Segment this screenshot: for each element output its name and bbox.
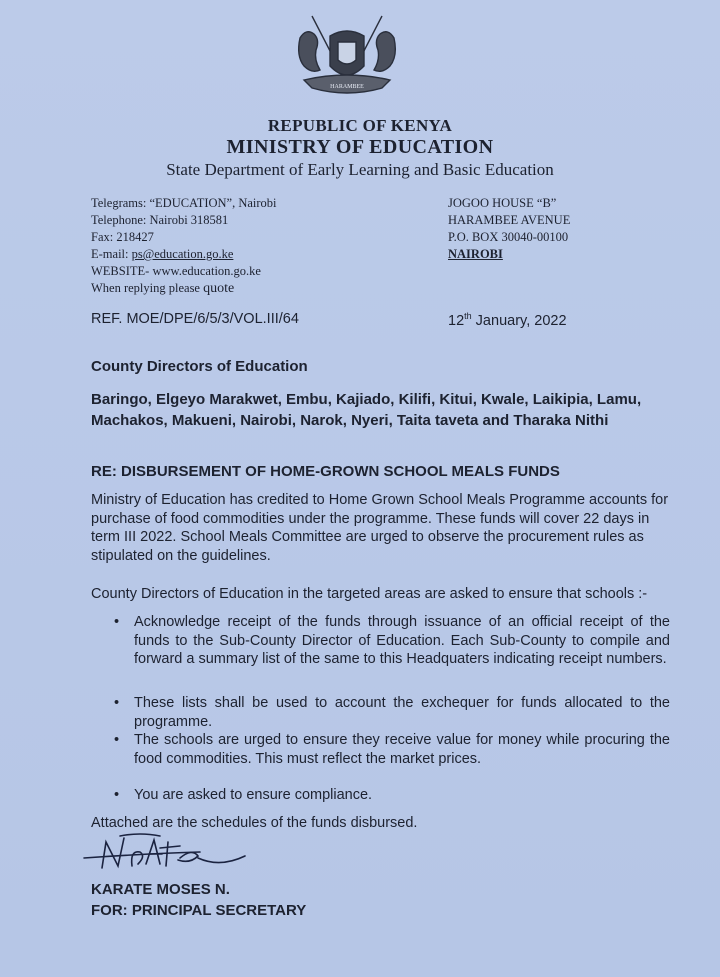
signatory-name: KARATE MOSES N. xyxy=(91,881,230,898)
counties-list: Baringo, Elgeyo Marakwet, Embu, Kajiado, Kilifi, Kitui, Kwale, Laikipia, Lamu, Machakos, Makueni, Nairobi, Narok, Nyeri, Taita taveta and Tharaka Nithi xyxy=(91,391,642,429)
subject-line: RE: DISBURSEMENT OF HOME-GROWN SCHOOL MEALS FUNDS xyxy=(91,463,560,480)
bullet-text: Acknowledge receipt of the funds through issuance of an official receipt of the funds to the Sub-County Director of Education. Each Sub-County to compile and forward a summary list of the same to this Headquaters indicating receipt numbers. xyxy=(134,614,670,667)
list-item xyxy=(110,731,670,768)
bullet-text: These lists shall be used to account the exchequer for funds allocated to the programme. xyxy=(134,695,670,730)
email-link[interactable]: ps@education.go.ke xyxy=(131,247,234,261)
kenya-coat-of-arms-icon xyxy=(282,8,412,108)
bullet-icon: • xyxy=(114,614,120,630)
ministry-heading: MINISTRY OF EDUCATION xyxy=(226,136,494,158)
email-label: E-mail: xyxy=(91,247,132,261)
email-line xyxy=(91,246,277,263)
reference-number: REF. MOE/DPE/6/5/3/VOL.III/64 xyxy=(91,311,299,327)
address-line-2: HARAMBEE AVENUE xyxy=(448,213,571,227)
attached-note: Attached are the schedules of the funds disbursed. xyxy=(91,815,418,831)
republic-heading: REPUBLIC OF KENYA xyxy=(267,116,453,135)
letter-date xyxy=(448,311,567,329)
address-block xyxy=(448,195,570,263)
bullet-icon: • xyxy=(114,695,120,711)
contact-block xyxy=(91,195,277,297)
date-rest: January, 2022 xyxy=(471,312,567,329)
address-line-4: NAIROBI xyxy=(448,247,503,261)
paragraph-2: County Directors of Education in the targeted areas are asked to ensure that schools :- xyxy=(91,586,648,602)
bullet-icon: • xyxy=(114,732,120,748)
department-heading: State Department of Early Learning and Basic Education xyxy=(166,160,554,179)
paragraph-1: Ministry of Education has credited to Home Grown School Meals Programme accounts for purchase of food commodities under the programme. These funds will cover 22 days in term III 2022. School Meals Committee are urged to observe the procurement rules as stipulated on the guidelines. xyxy=(91,492,669,564)
date-suffix: th xyxy=(464,311,472,321)
replying-text: When replying please xyxy=(91,281,204,295)
bullet-icon: • xyxy=(114,787,120,803)
address-line-1: JOGOO HOUSE “B” xyxy=(448,196,557,210)
replying-line xyxy=(91,280,277,297)
signature xyxy=(80,828,250,878)
fax-line: Fax: 218427 xyxy=(91,230,154,244)
coat-of-arms-motto: HARAMBEE xyxy=(330,84,364,90)
telephone-line: Telephone: Nairobi 318581 xyxy=(91,213,229,227)
recipient-heading: County Directors of Education xyxy=(91,358,308,375)
bullet-text: You are asked to ensure compliance. xyxy=(134,787,373,803)
list-item xyxy=(110,786,670,805)
date-day: 12 xyxy=(448,312,465,329)
signatory-title: FOR: PRINCIPAL SECRETARY xyxy=(91,902,307,919)
address-line-3: P.O. BOX 30040-00100 xyxy=(448,230,569,244)
replying-quote: quote xyxy=(203,281,235,296)
website-line: WEBSITE- www.education.go.ke xyxy=(91,264,261,278)
list-item xyxy=(110,613,670,669)
telegrams-line: Telegrams: “EDUCATION”, Nairobi xyxy=(91,196,277,210)
bullet-text: The schools are urged to ensure they receive value for money while procuring the food commodities. This must reflect the market prices. xyxy=(134,732,670,767)
list-item xyxy=(110,694,670,731)
